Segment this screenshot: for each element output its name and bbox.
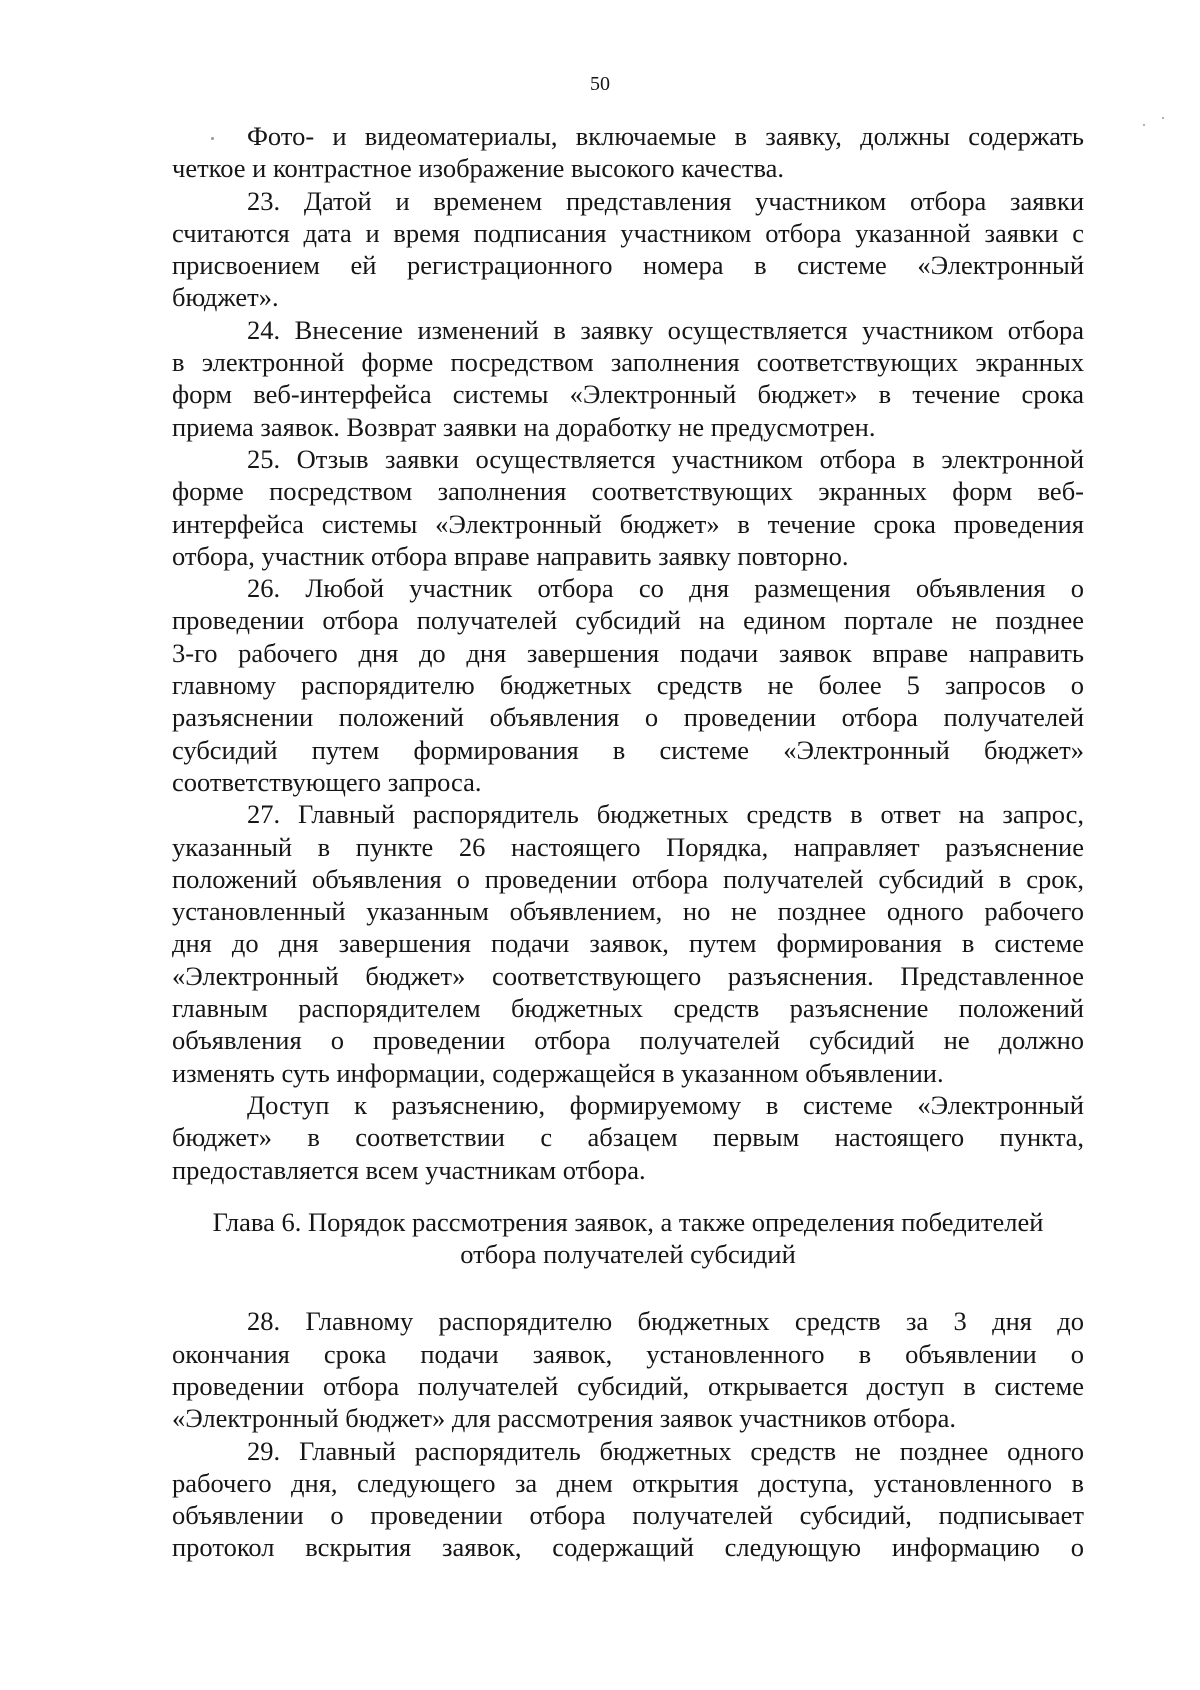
text-line: «Электронный бюджет» соответствующего разъяснения. Представленное: [172, 960, 1084, 991]
paragraph: [172, 1305, 1084, 1434]
text-line: установленный указанным объявлением, но не позднее одного рабочего: [172, 896, 1084, 927]
text-line: в электронной форме посредством заполнения соответствующих экранных: [172, 347, 1084, 378]
paragraph: [172, 120, 1084, 185]
text-line: 29. Главный распорядитель бюджетных средств не позднее одного: [247, 1435, 1084, 1466]
text-line: соответствующего запроса.: [172, 766, 482, 797]
text-line: бюджет» в соответствии с абзацем первым настоящего пункта,: [172, 1122, 1084, 1153]
text-line: присвоением ей регистрационного номера в системе «Электронный: [172, 250, 1084, 281]
paragraph: [172, 185, 1084, 314]
text-line: Доступ к разъяснению, формируемому в системе «Электронный: [247, 1089, 1084, 1120]
text-line: окончания срока подачи заявок, установленного в объявлении о: [172, 1338, 1084, 1369]
scan-speck: [1162, 117, 1164, 119]
text-line: 26. Любой участник отбора со дня размещения объявления о: [247, 573, 1084, 604]
paragraph: [172, 1089, 1084, 1186]
text-line: разъяснении положений объявления о проведении отбора получателей: [172, 702, 1084, 733]
text-line: объявлении о проведении отбора получателей субсидий, подписывает: [172, 1500, 1084, 1531]
paragraph: [172, 314, 1084, 443]
paragraph: [172, 1435, 1084, 1564]
text-line: 28. Главному распорядителю бюджетных средств за 3 дня до: [247, 1306, 1084, 1337]
text-line: 25. Отзыв заявки осуществляется участником отбора в электронной: [247, 443, 1084, 474]
text-line: отбора, участник отбора вправе направить заявку повторно.: [172, 540, 849, 571]
paragraphs-before-heading: [172, 120, 1084, 1186]
chapter-heading-line: Глава 6. Порядок рассмотрения заявок, а также определения победителей: [212, 1206, 1044, 1237]
text-line: рабочего дня, следующего за днем открытия доступа, установленного в: [172, 1467, 1084, 1498]
scan-speck: [211, 137, 214, 140]
paragraph: [172, 798, 1084, 1089]
text-line: указанный в пункте 26 настоящего Порядка, направляет разъяснение: [172, 831, 1084, 862]
scan-speck: [1143, 124, 1145, 126]
text-line: приема заявок. Возврат заявки на доработку не предусмотрен.: [172, 411, 876, 442]
text-line: 24. Внесение изменений в заявку осуществляется участником отбора: [247, 314, 1084, 345]
page-number: 50: [590, 73, 610, 95]
text-line: проведении отбора получателей субсидий на едином портале не позднее: [172, 605, 1084, 636]
text-line: предоставляется всем участникам отбора.: [172, 1154, 646, 1185]
paragraphs-after-heading: [172, 1305, 1084, 1563]
text-line: субсидий путем формирования в системе «Электронный бюджет»: [172, 734, 1084, 765]
text-line: четкое и контрастное изображение высокого качества.: [172, 153, 785, 184]
document-body: [172, 120, 1084, 1564]
text-line: форм веб-интерфейса системы «Электронный бюджет» в течение срока: [172, 379, 1084, 410]
text-line: положений объявления о проведении отбора получателей субсидий в срок,: [172, 863, 1084, 894]
text-line: 27. Главный распорядитель бюджетных средств в ответ на запрос,: [247, 799, 1084, 830]
paragraph: [172, 572, 1084, 798]
paragraph: [172, 443, 1084, 572]
text-line: 23. Датой и временем представления участником отбора заявки: [247, 185, 1084, 216]
text-line: изменять суть информации, содержащейся в указанном объявлении.: [172, 1057, 944, 1088]
text-line: 3-го рабочего дня до дня завершения подачи заявок вправе направить: [172, 637, 1084, 668]
text-line: главному распорядителю бюджетных средств не более 5 запросов о: [172, 670, 1084, 701]
text-line: объявления о проведении отбора получателей субсидий не должно: [172, 1025, 1084, 1056]
text-line: считаются дата и время подписания участником отбора указанной заявки с: [172, 217, 1084, 248]
text-line: «Электронный бюджет» для рассмотрения заявок участников отбора.: [172, 1403, 957, 1434]
text-line: главным распорядителем бюджетных средств разъяснение положений: [172, 993, 1084, 1024]
text-line: проведении отбора получателей субсидий, открывается доступ в системе: [172, 1370, 1084, 1401]
text-line: Фото- и видеоматериалы, включаемые в заявку, должны содержать: [247, 121, 1084, 151]
text-line: протокол вскрытия заявок, содержащий следующую информацию о: [172, 1532, 1084, 1563]
text-line: бюджет».: [172, 282, 279, 313]
text-line: дня до дня завершения подачи заявок, путем формирования в системе: [172, 928, 1084, 959]
text-line: интерфейса системы «Электронный бюджет» в течение срока проведения: [172, 508, 1084, 539]
chapter-heading: [172, 1206, 1084, 1271]
text-line: форме посредством заполнения соответствующих экранных форм веб-: [172, 476, 1084, 507]
chapter-heading-line: отбора получателей субсидий: [460, 1239, 796, 1270]
